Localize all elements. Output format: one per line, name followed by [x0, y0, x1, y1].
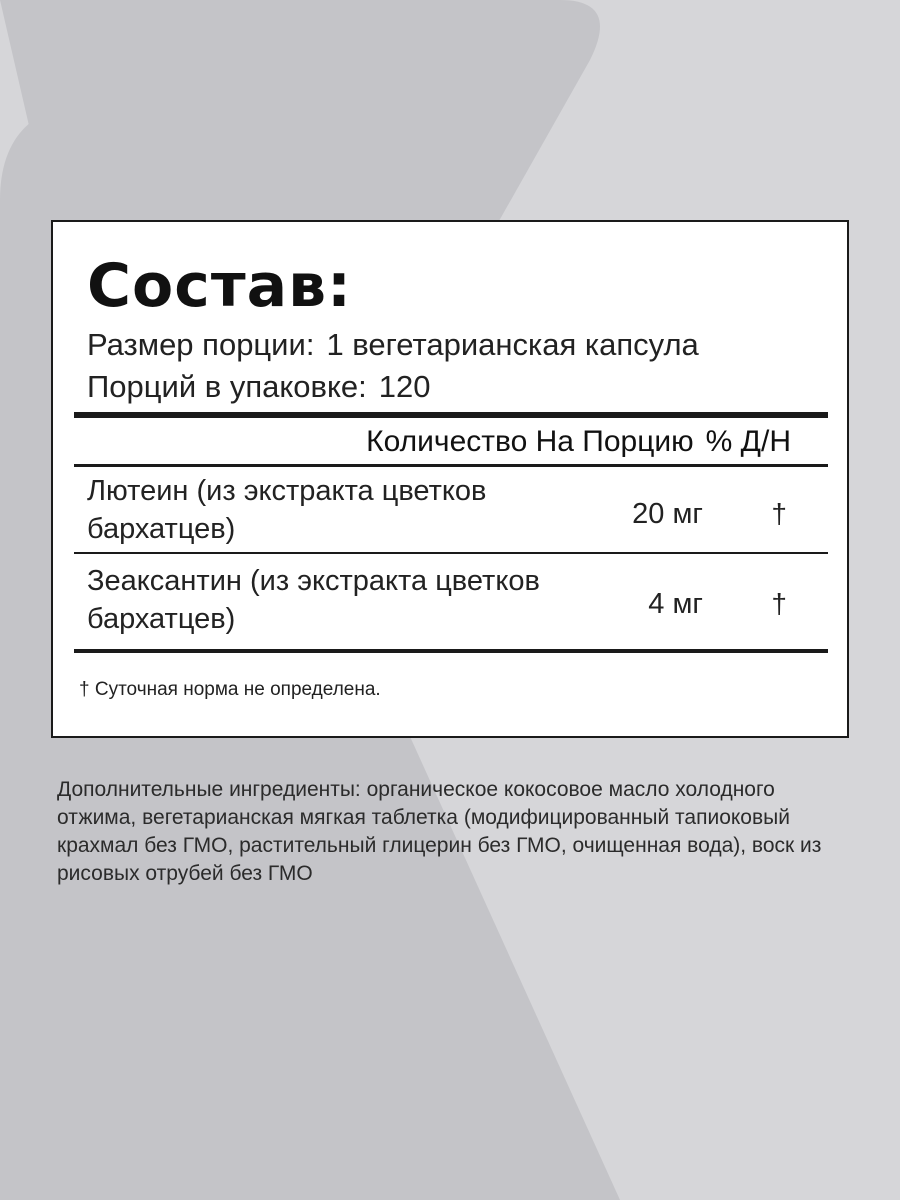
servings-per-container-line [87, 368, 431, 406]
header-divider [74, 464, 828, 467]
daily-value-header: % Д/Н [705, 425, 791, 458]
nutrient-row-zeaxanthin [87, 562, 817, 648]
nutrient-row-lutein [87, 472, 817, 550]
supplement-facts-panel [51, 220, 849, 738]
servings-per-container-label: Порций в упаковке: [87, 369, 367, 404]
daily-value-footnote: † Суточная норма не определена. [79, 679, 381, 700]
bottom-divider [74, 649, 828, 653]
additional-ingredients-text: Дополнительные ингредиенты: органическое кокосовое масло холодного отжима, вегетарианская мягкая таблетка (модифицированный тапиоковый крахмал без ГМО, растительный глицерин без ГМО, очищенная вода), воск из рисовых отрубей без ГМО [57, 778, 822, 885]
nutrient-daily-value: † [771, 498, 787, 529]
column-header [366, 424, 791, 460]
nutrient-daily-value: † [771, 588, 787, 619]
nutrient-amount: 20 мг [632, 498, 703, 530]
nutrient-name: Лютеин (из экстракта цветков бархатцев) [87, 475, 487, 545]
row-divider [74, 552, 828, 554]
nutrient-name: Зеаксантин (из экстракта цветков бархатцев) [87, 565, 540, 635]
thick-divider [74, 412, 828, 418]
serving-size-value: 1 вегетарианская капсула [326, 327, 699, 362]
serving-size-label: Размер порции: [87, 327, 315, 362]
panel-title: Состав: [87, 251, 353, 321]
amount-per-serving-header: Количество На Порцию [366, 425, 694, 458]
nutrient-amount: 4 мг [648, 588, 703, 620]
serving-size-line [87, 326, 699, 364]
servings-per-container-value: 120 [378, 369, 431, 404]
